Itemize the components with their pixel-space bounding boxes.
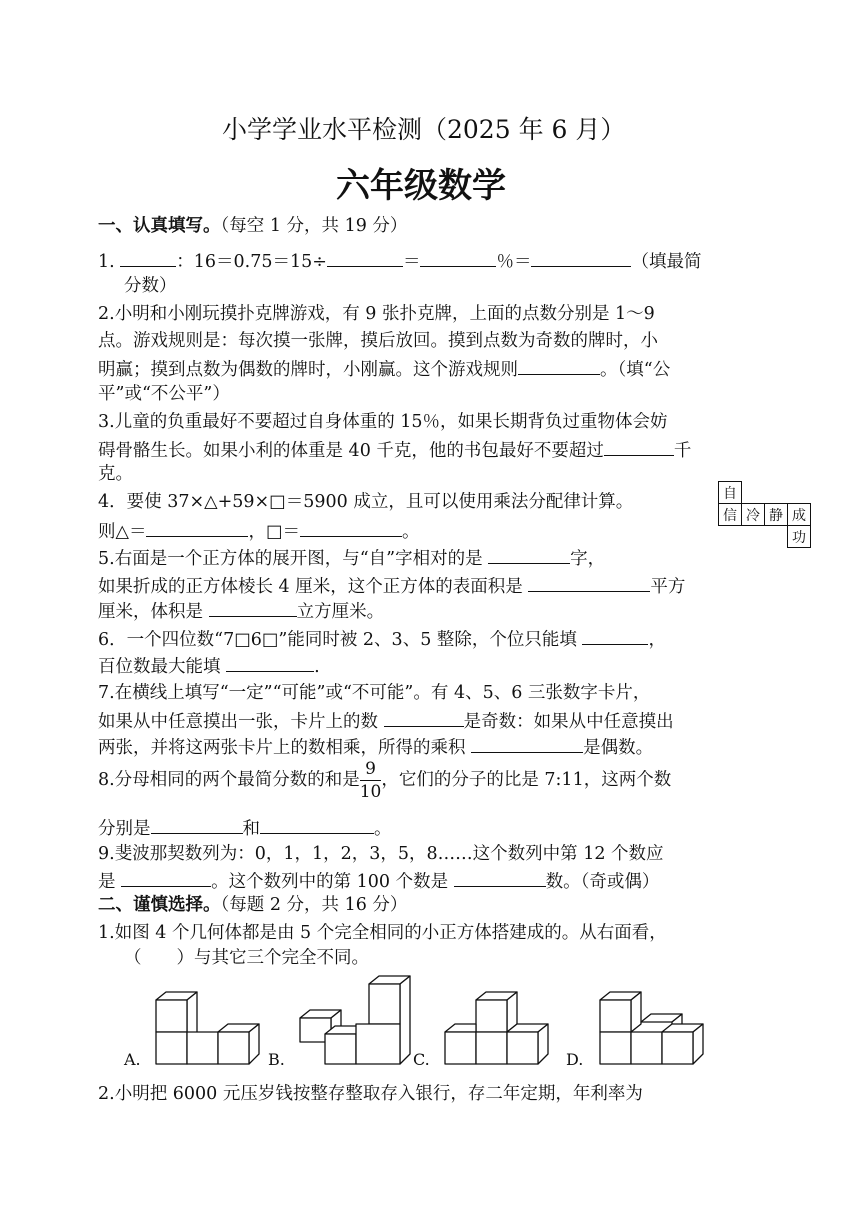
q5-text-a: 5.右面是一个正方体的展开图，与“自”字相对的是 <box>98 549 483 569</box>
q7-blank-1[interactable] <box>384 708 464 727</box>
q2-text-b: 。（填“公 <box>600 360 671 380</box>
q4-line2 <box>98 518 420 544</box>
q2-blank[interactable] <box>518 356 600 375</box>
q5-blank-2[interactable] <box>528 573 650 592</box>
figure-b <box>300 976 410 1064</box>
cube-net <box>718 481 811 548</box>
q1-blank-1[interactable] <box>120 248 176 267</box>
q1-text-c: ＝ <box>402 252 421 272</box>
fraction-numerator: 9 <box>360 758 382 781</box>
q1-number: 1. <box>98 252 115 272</box>
q7-blank-2[interactable] <box>471 734 583 753</box>
q5-blank-3[interactable] <box>209 598 297 617</box>
q7-text-a: 如果从中任意摸出一张，卡片上的数 <box>98 712 378 732</box>
q7-line3 <box>98 734 653 760</box>
q4-blank-2[interactable] <box>300 518 402 537</box>
q1-text-d: ％＝ <box>496 252 532 272</box>
q5-text-c: 如果折成的正方体棱长 4 厘米，这个正方体的表面积是 <box>98 577 523 597</box>
exam-title: 小学学业水平检测（2025 年 6 月） <box>222 115 626 144</box>
q8-line2 <box>98 815 392 841</box>
q9-line1: 9.斐波那契数列为：0，1，1，2，3，5，8……这个数列中第 12 个数应 <box>98 844 664 864</box>
net-cell-bottom: 功 <box>788 526 811 548</box>
q4-text-c: 。 <box>402 522 420 542</box>
q4-text-a: 则△＝ <box>98 522 147 542</box>
q8-text-c: 分别是 <box>98 819 151 839</box>
option-d-label[interactable]: D. <box>566 1050 584 1069</box>
q5-line3 <box>98 598 384 624</box>
s2-q1-line1: 1.如图 4 个几何体都是由 5 个完全相同的小正方体搭建成的。从右面看， <box>98 923 667 943</box>
q7-line2 <box>98 708 674 734</box>
net-cell-4: 成 <box>788 504 811 526</box>
figure-d <box>600 992 703 1064</box>
q8-text-b: ，它们的分子的比是 7:11，这两个数 <box>381 770 672 790</box>
q6-text-a: 6．一个四位数“7□6□”能同时被 2、3、5 整除，个位只能填 <box>98 630 577 650</box>
q4-blank-1[interactable] <box>146 518 248 537</box>
q1-text-e: （填最简 <box>631 252 702 272</box>
q5-text-e: 厘米，体积是 <box>98 602 203 622</box>
q2-line1: 2.小明和小刚玩摸扑克牌游戏，有 9 张扑克牌，上面的点数分别是 1～9 <box>98 304 655 324</box>
s2-q1-line2: （ ）与其它三个完全不同。 <box>124 948 369 968</box>
q2-line3 <box>98 356 670 382</box>
q1-text-b: ：16＝0.75＝15÷ <box>176 252 327 272</box>
q4-line1: 4．要使 37×△+59×□＝5900 成立，且可以使用乘法分配律计算。 <box>98 492 634 512</box>
q8-text-d: 和 <box>242 819 260 839</box>
q7-text-d: 是偶数。 <box>583 738 654 758</box>
q5-text-b: 字， <box>570 549 606 569</box>
q6-line1 <box>98 626 666 652</box>
q3-text: 碍骨骼生长。如果小利的体重是 40 千克，他的书包最好不要超过 <box>98 441 604 461</box>
q9-line2 <box>98 868 659 894</box>
q9-blank-2[interactable] <box>454 868 546 887</box>
q9-text-c: 数。（奇或偶） <box>545 872 660 892</box>
q8-text-e: 。 <box>374 819 392 839</box>
s2-q2-line1: 2.小明把 6000 元压岁钱按整存整取存入银行，存二年定期，年利率为 <box>98 1084 643 1104</box>
option-c-label[interactable]: C. <box>413 1050 430 1069</box>
figure-a <box>156 992 259 1064</box>
section2-heading-line <box>98 893 407 917</box>
cube-figures <box>120 972 770 1078</box>
q1-blank-4[interactable] <box>531 248 631 267</box>
q6-text-d: . <box>314 657 320 677</box>
q5-line1 <box>98 545 605 571</box>
q8-fraction <box>360 758 382 803</box>
q3-text-b: 千 <box>673 441 692 461</box>
q2-line2: 点。游戏规则是：每次摸一张牌，摸后放回。摸到点数为奇数的牌时，小 <box>98 331 658 351</box>
q2-line4: 平”或“不公平”） <box>98 384 230 404</box>
q3-line2 <box>98 437 691 463</box>
q1-line2: 分数） <box>124 276 177 296</box>
q9-text-b: 。这个数列中的第 100 个数是 <box>211 872 449 892</box>
net-cell-2: 冷 <box>742 504 765 526</box>
q8-line1 <box>98 758 671 803</box>
option-a-label[interactable]: A. <box>124 1050 141 1069</box>
q3-line3: 克。 <box>98 464 133 484</box>
q1-blank-3[interactable] <box>420 248 496 267</box>
q4-text-b: ，□＝ <box>248 522 301 542</box>
q3-line1: 3.儿童的负重最好不要超过自身体重的 15％，如果长期背负过重物体会妨 <box>98 412 668 432</box>
q5-text-f: 立方厘米。 <box>296 602 385 622</box>
q5-blank-1[interactable] <box>488 545 570 564</box>
q6-line2 <box>98 653 320 679</box>
q5-text-d: 平方 <box>650 577 686 597</box>
figure-c <box>445 992 548 1064</box>
q2-text: 明赢；摸到点数为偶数的牌时，小刚赢。这个游戏规则 <box>98 360 518 380</box>
section1-note: （每空 1 分，共 19 分） <box>220 216 408 236</box>
q7-line1: 7.在横线上填写“一定”“可能”或“不可能”。有 4、5、6 三张数字卡片， <box>98 683 651 703</box>
q6-text-c: 百位数最大能填 <box>98 657 221 677</box>
section2-note: （每题 2 分，共 16 分） <box>220 895 408 915</box>
q9-blank-1[interactable] <box>121 868 211 887</box>
q8-blank-2[interactable] <box>260 815 374 834</box>
q1-blank-2[interactable] <box>327 248 403 267</box>
q3-blank[interactable] <box>604 437 674 456</box>
net-cell-top: 自 <box>719 482 742 504</box>
net-cell-1: 信 <box>719 504 742 526</box>
q5-line2 <box>98 573 685 599</box>
q7-text-b: 是奇数：如果从中任意摸出 <box>463 712 674 732</box>
q6-blank-2[interactable] <box>226 653 314 672</box>
q6-blank-1[interactable] <box>582 626 648 645</box>
subject-title: 六年级数学 <box>336 166 506 206</box>
q8-text-a: 8.分母相同的两个最简分数的和是 <box>98 770 360 790</box>
option-b-label[interactable]: B. <box>268 1050 285 1069</box>
fraction-denominator: 10 <box>359 782 382 802</box>
question-1 <box>98 248 701 274</box>
q9-text-a: 是 <box>98 872 116 892</box>
section1-heading: 一、认真填写。 <box>98 216 221 236</box>
section1-heading-line <box>98 214 407 238</box>
net-cell-3: 静 <box>765 504 788 526</box>
q7-text-c: 两张，并将这两张卡片上的数相乘，所得的乘积 <box>98 738 466 758</box>
section2-heading: 二、谨慎选择。 <box>98 895 221 915</box>
q8-blank-1[interactable] <box>151 815 243 834</box>
q6-text-b: ， <box>648 630 666 650</box>
